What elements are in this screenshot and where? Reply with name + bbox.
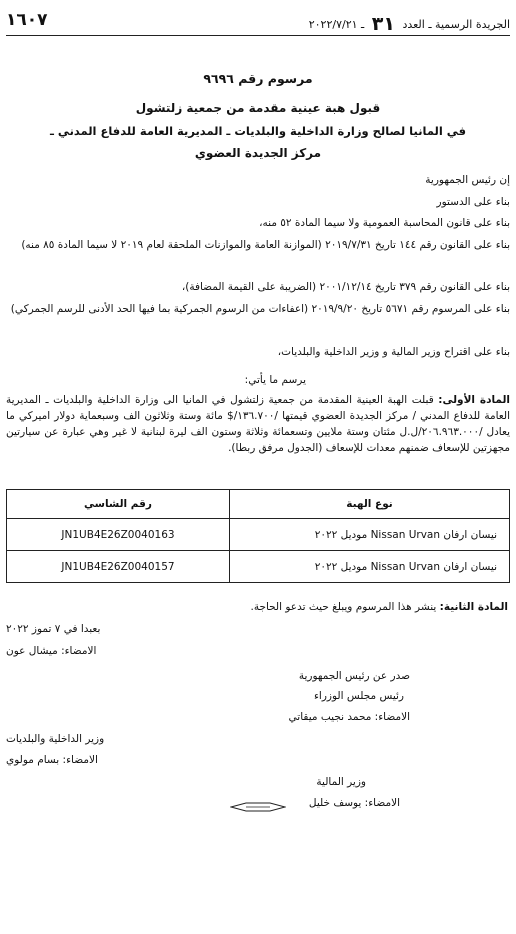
cell-chassis-number: JN1UB4E26Z0040163 [7,519,230,551]
table-header-row [7,490,510,519]
finance-minister-title: وزير المالية [316,776,366,788]
preamble-line: بناء على قانون المحاسبة العمومية ولا سيما المادة ٥٢ منه، [259,217,510,229]
issued-by: صدر عن رئيس الجمهورية [298,670,410,682]
end-ornament [230,802,286,812]
preamble-line: بناء على القانون رقم ٣٧٩ تاريخ ٢٠٠١/١٢/١٤ (الضريبة على القيمة المضافة)، [181,281,510,293]
gazette-label: الجريدة الرسمية ـ العدد [402,18,510,31]
preamble-line: بناء على المرسوم رقم ٥٦٧١ تاريخ ٢٠١٩/٩/٢٠ (اعفاءات من الرسوم الجمركية بما فيها الحد الأدنى للرسم الجمركي) [10,303,510,315]
article-1-text: قبلت الهبة العينية المقدمة من جمعية زلتشول في المانيا الى وزارة الداخلية والبلديات ـ المديرية العامة للدفاع المدني / مركز الجديدة العضوي قيمتها /١٣٦.٧٠٠/$ مائة وستة وثلاثون الف وسبعماية دولار اميركي ما يعادل /٢٠٦.٩٦٣.٠٠٠/ل.ل مئتان وستة ملايين وتسعمائة وثلاثة وستون الف ليرة لبنانية لا غير وهي عبارة عن سيارتين مجهزتين للإسعاف ضمنهم معدات للإسعاف (الجدول مرفق ربطا). [6,394,510,454]
col-header-vin: رقم الشاسي [7,490,230,519]
article-1 [6,392,510,456]
article-2-label: المادة الثانية: [439,601,508,613]
preamble-line: بناء على الدستور [436,196,510,208]
interior-minister-signature: الامضاء: بسام مولوي [6,754,98,766]
decree-title: مرسوم رقم ٩٦٩٦ [203,71,313,86]
preamble-line: بناء على القانون رقم ١٤٤ تاريخ ٢٠١٩/٧/٣١ (الموازنة العامة والموازنات الملحقة لعام ٢٠١٩ لا سيما المادة ٨٥ منه) [21,239,510,251]
header-gazette-info [309,13,510,35]
place-date: بعبدا في ٧ تموز ٢٠٢٢ [6,623,101,635]
decree-subtitle-2: في المانيا لصالح وزارة الداخلية والبلديات ـ المديرية العامة للدفاع المدني ـ [50,124,466,138]
col-header-type: نوع الهبة [230,490,510,519]
article-2 [6,599,508,615]
issue-number: ٣١ [371,13,395,35]
cell-donation-type: نيسان ارفان Nissan Urvan موديل ٢٠٢٢ [230,551,510,583]
decree-subtitle-3: مركز الجديدة العضوي [194,146,322,160]
page-header [6,10,510,35]
president-signature: الامضاء: ميشال عون [6,645,97,657]
issue-date: ـ ٢٠٢٢/٧/٢١ [308,18,365,31]
table-row [7,551,510,583]
decrees-label: يرسم ما يأتي: [244,374,306,386]
page-number: ١٦٠٧ [6,10,48,30]
article-2-text: ينشر هذا المرسوم ويبلغ حيث تدعو الحاجة. [250,601,437,613]
cell-donation-type: نيسان ارفان Nissan Urvan موديل ٢٠٢٢ [230,519,510,551]
interior-minister-title: وزير الداخلية والبلديات [6,733,105,745]
decree-subtitle-1: قبول هبة عينية مقدمة من جمعية زلتشول [135,101,381,115]
finance-minister-signature: الامضاء: يوسف خليل [308,797,400,809]
donation-table [6,489,510,583]
article-1-label: المادة الأولى: [438,394,510,406]
cell-chassis-number: JN1UB4E26Z0040157 [7,551,230,583]
table-row [7,519,510,551]
pm-title: رئيس مجلس الوزراء [313,690,404,702]
preamble-line: إن رئيس الجمهورية [425,174,510,186]
pm-signature: الامضاء: محمد نجيب ميقاتي [288,711,410,723]
header-divider [6,35,510,36]
preamble-line: بناء على اقتراح وزير المالية و وزير الداخلية والبلديات، [277,346,510,358]
